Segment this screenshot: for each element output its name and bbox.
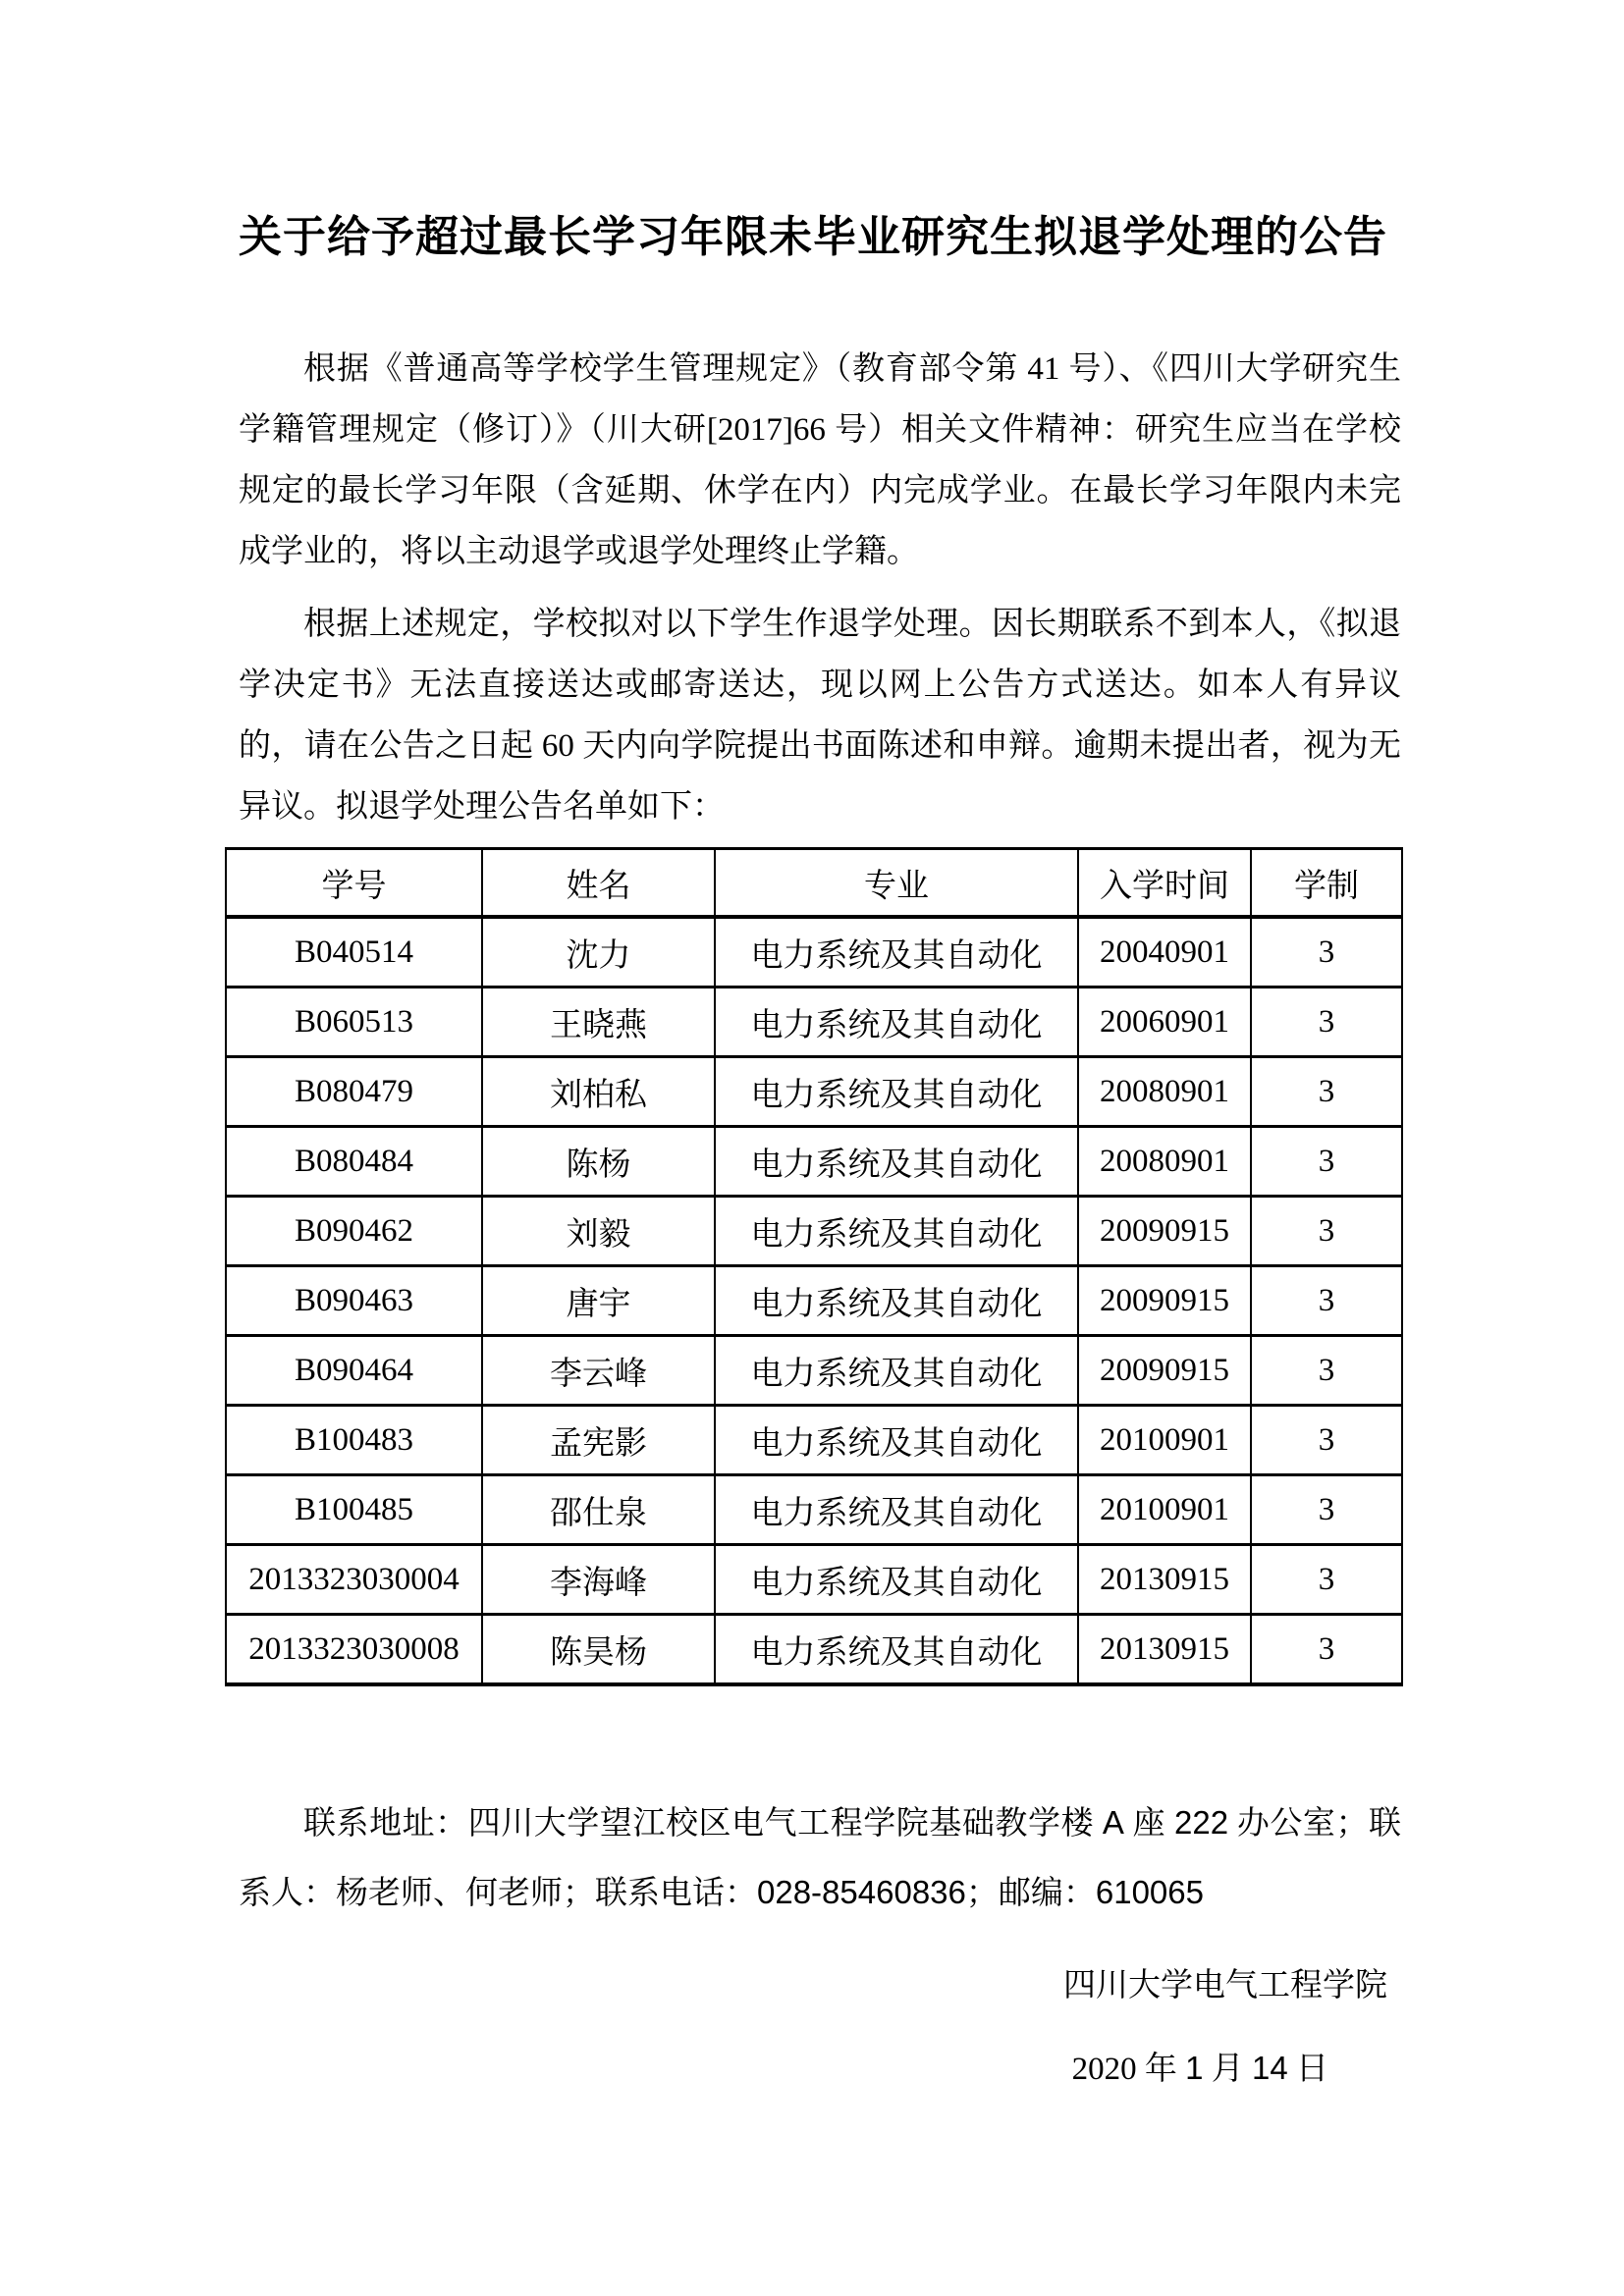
name-cell: 刘毅 <box>482 1197 715 1266</box>
duration-cell: 3 <box>1251 1545 1402 1615</box>
duration-cell: 3 <box>1251 1197 1402 1266</box>
table-row <box>226 1545 1402 1615</box>
student-id-cell: B080484 <box>226 1127 482 1197</box>
duration-cell: 3 <box>1251 1615 1402 1685</box>
major-cell: 电力系统及其自动化 <box>715 1545 1078 1615</box>
name-cell: 陈昊杨 <box>482 1615 715 1685</box>
student-id-cell: B100483 <box>226 1406 482 1475</box>
document-title: 关于给予超过最长学习年限未毕业研究生拟退学处理的公告 <box>239 213 1387 261</box>
enroll-date-cell: 20100901 <box>1078 1475 1251 1545</box>
duration-cell: 3 <box>1251 1475 1402 1545</box>
table-row <box>226 917 1402 988</box>
major-cell: 电力系统及其自动化 <box>715 1197 1078 1266</box>
student-id-cell: B060513 <box>226 988 482 1057</box>
header-student-id: 学号 <box>226 849 482 918</box>
duration-cell: 3 <box>1251 1127 1402 1197</box>
duration-cell: 3 <box>1251 988 1402 1057</box>
table-row <box>226 1336 1402 1406</box>
table-header-row <box>226 849 1402 918</box>
name-cell: 唐宇 <box>482 1266 715 1336</box>
table-row <box>226 1615 1402 1685</box>
date-text: 年 <box>1136 2052 1186 2087</box>
header-enroll-date: 入学时间 <box>1078 849 1251 918</box>
table-row <box>226 1057 1402 1127</box>
paragraph-regulations: 根据《普通高等学校学生管理规定》（教育部令第 41 号）、《四川大学研究生学籍管理规定（修订）》（川大研[2017]66 号）相关文件精神：研究生应当在学校规定的最长学习年限（含延期、休学在内）内完成学业。在最长学习年限内未完成学业的，将以主动退学或退学处理终止学籍。 <box>239 351 1401 569</box>
document-date <box>225 2038 1401 2100</box>
duration-cell: 3 <box>1251 1057 1402 1127</box>
student-id-cell: B090464 <box>226 1336 482 1406</box>
contact-phone: 028-85460836 <box>757 1874 966 1910</box>
date-text: 日 <box>1287 2052 1328 2087</box>
name-cell: 李海峰 <box>482 1545 715 1615</box>
contact-building: A <box>1102 1804 1124 1841</box>
document-content <box>225 0 1401 2100</box>
name-cell: 邵仕泉 <box>482 1475 715 1545</box>
duration-cell: 3 <box>1251 917 1402 988</box>
name-cell: 李云峰 <box>482 1336 715 1406</box>
major-cell: 电力系统及其自动化 <box>715 988 1078 1057</box>
major-cell: 电力系统及其自动化 <box>715 1615 1078 1685</box>
student-id-cell: 2013323030008 <box>226 1615 482 1685</box>
contact-postcode: 610065 <box>1095 1874 1204 1910</box>
signature-organization: 四川大学电气工程学院 <box>1063 1968 1387 2003</box>
enroll-date-cell: 20130915 <box>1078 1545 1251 1615</box>
duration-cell: 3 <box>1251 1266 1402 1336</box>
enroll-date-cell: 20100901 <box>1078 1406 1251 1475</box>
enroll-date-cell: 20060901 <box>1078 988 1251 1057</box>
duration-cell: 3 <box>1251 1406 1402 1475</box>
contact-text: 座 <box>1123 1806 1174 1842</box>
enroll-date-cell: 20040901 <box>1078 917 1251 988</box>
header-major: 专业 <box>715 849 1078 918</box>
student-id-cell: B100485 <box>226 1475 482 1545</box>
name-cell: 王晓燕 <box>482 988 715 1057</box>
student-id-cell: 2013323030004 <box>226 1545 482 1615</box>
withdrawal-list-table <box>225 847 1403 1686</box>
enroll-date-cell: 20090915 <box>1078 1266 1251 1336</box>
major-cell: 电力系统及其自动化 <box>715 1057 1078 1127</box>
major-cell: 电力系统及其自动化 <box>715 1266 1078 1336</box>
header-duration: 学制 <box>1251 849 1402 918</box>
enroll-date-cell: 20090915 <box>1078 1197 1251 1266</box>
name-cell: 孟宪影 <box>482 1406 715 1475</box>
date-month: 1 <box>1185 2050 1204 2086</box>
contact-text: 办公室；联系人：杨老师、何老师；联系电话： <box>239 1806 1402 1911</box>
date-text: 月 <box>1203 2052 1253 2087</box>
contact-info <box>225 1789 1401 1928</box>
enroll-date-cell: 20130915 <box>1078 1615 1251 1685</box>
table-row <box>226 988 1402 1057</box>
major-cell: 电力系统及其自动化 <box>715 1127 1078 1197</box>
table-row <box>226 1406 1402 1475</box>
paragraph-announcement: 根据上述规定，学校拟对以下学生作退学处理。因长期联系不到本人，《拟退学决定书》无法直接送达或邮寄送达，现以网上公告方式送达。如本人有异议的，请在公告之日起 60 天内向学院提出书面陈述和申辩。逾期未提出者，视为无异议。拟退学处理公告名单如下： <box>239 607 1401 825</box>
student-id-cell: B080479 <box>226 1057 482 1127</box>
date-year: 2020 <box>1071 2052 1137 2087</box>
date-day: 14 <box>1252 2050 1288 2086</box>
major-cell: 电力系统及其自动化 <box>715 1475 1078 1545</box>
student-id-cell: B040514 <box>226 917 482 988</box>
table-row <box>226 1197 1402 1266</box>
major-cell: 电力系统及其自动化 <box>715 1406 1078 1475</box>
contact-text: 联系地址：四川大学望江校区电气工程学院基础教学楼 <box>303 1806 1103 1842</box>
enroll-date-cell: 20080901 <box>1078 1057 1251 1127</box>
enroll-date-cell: 20080901 <box>1078 1127 1251 1197</box>
table-row <box>226 1127 1402 1197</box>
student-id-cell: B090462 <box>226 1197 482 1266</box>
contact-room: 222 <box>1173 1804 1229 1841</box>
table-row <box>226 1475 1402 1545</box>
duration-cell: 3 <box>1251 1336 1402 1406</box>
student-id-cell: B090463 <box>226 1266 482 1336</box>
major-cell: 电力系统及其自动化 <box>715 1336 1078 1406</box>
name-cell: 刘柏私 <box>482 1057 715 1127</box>
name-cell: 沈力 <box>482 917 715 988</box>
contact-text: ；邮编： <box>965 1876 1096 1911</box>
major-cell: 电力系统及其自动化 <box>715 917 1078 988</box>
table-row <box>226 1266 1402 1336</box>
enroll-date-cell: 20090915 <box>1078 1336 1251 1406</box>
name-cell: 陈杨 <box>482 1127 715 1197</box>
header-name: 姓名 <box>482 849 715 918</box>
